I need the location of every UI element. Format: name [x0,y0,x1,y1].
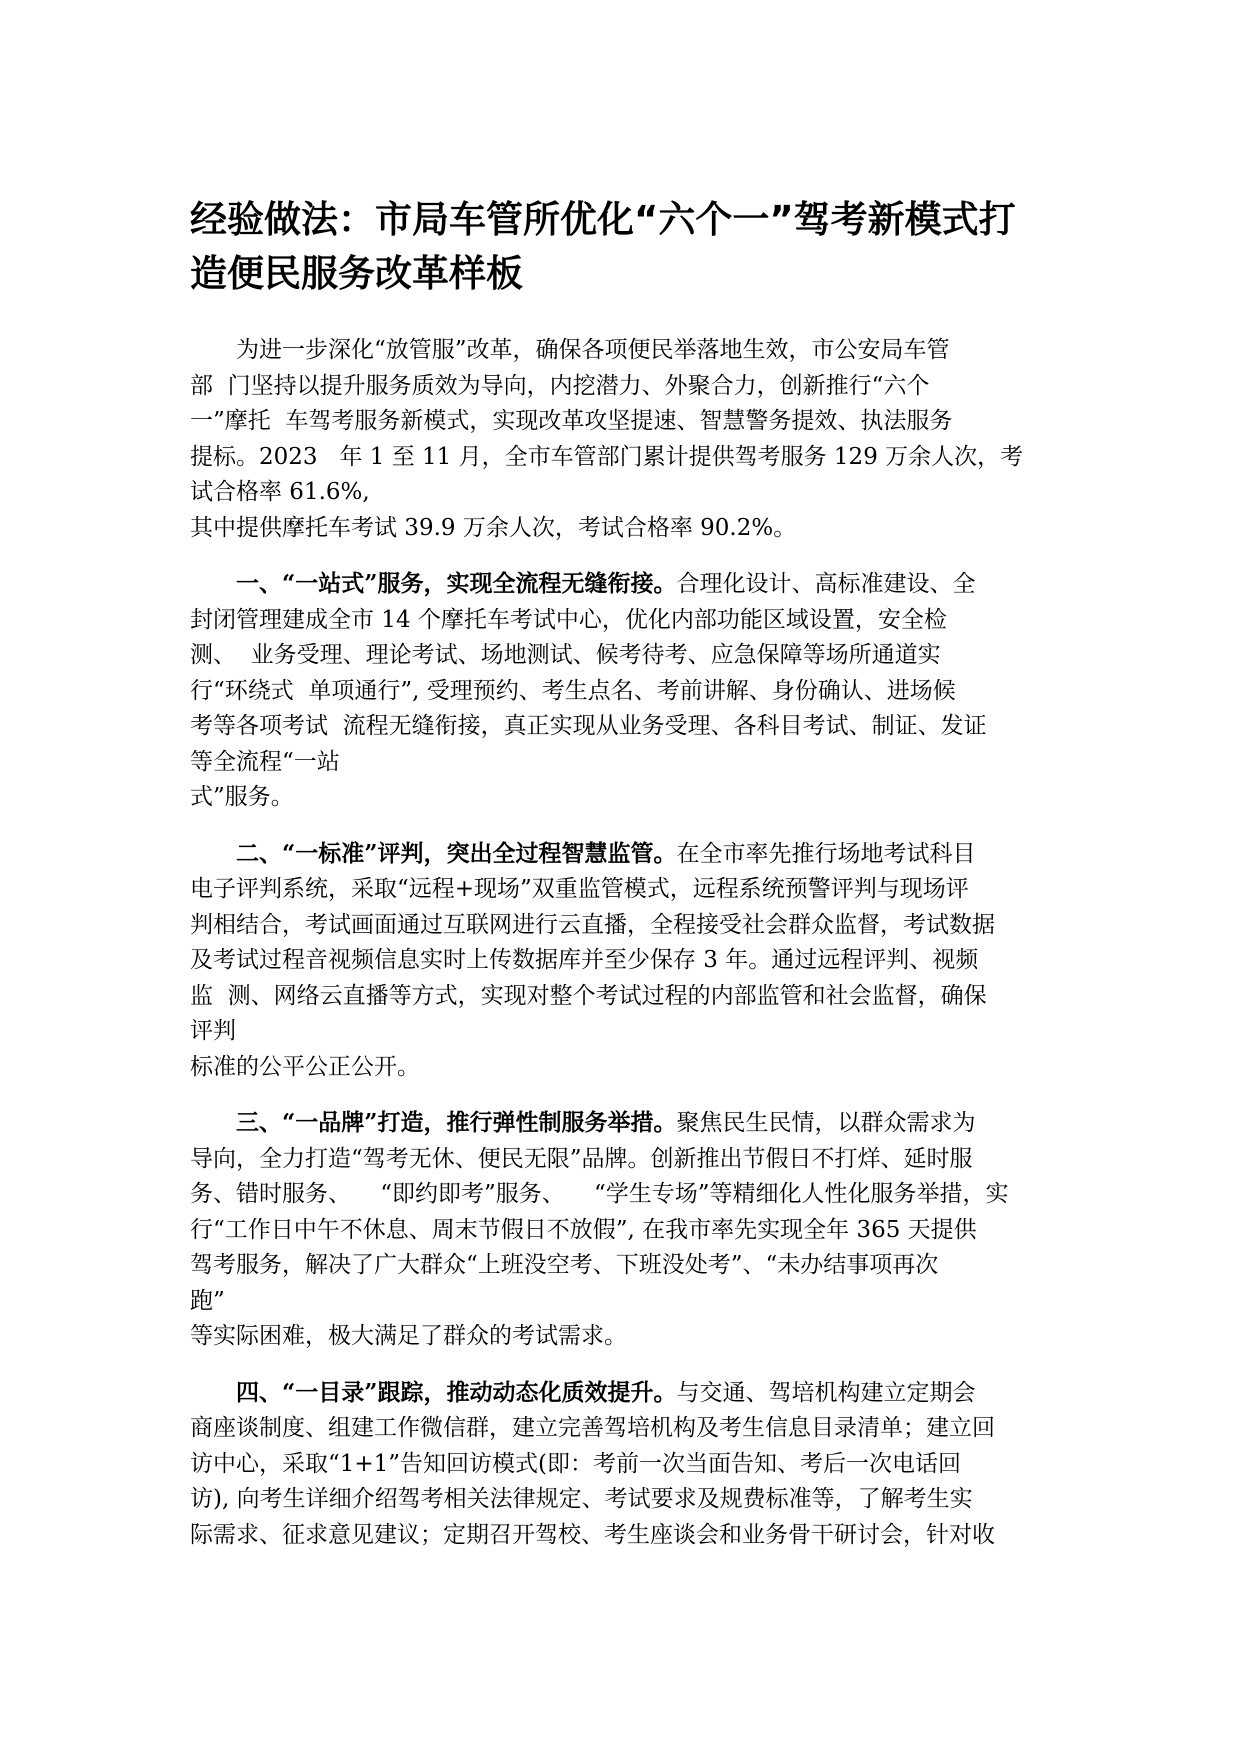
intro-line: 提标。2023 年 1 至 11 月，全市车管部门累计提供驾考服务 129 万余人次，考 [190,443,1024,470]
section-line: 封闭管理建成全市 14 个摩托车考试中心，优化内部功能区域设置，安全检 [190,606,947,633]
section-line: 驾考服务，解决了广大群众“上班没空考、下班没处考”、“未办结事项再次 [190,1252,939,1278]
section-line: 评判 [190,1018,236,1044]
section-heading: 四、“一目录”跟踪，推动动态化质效提升。 [236,1378,677,1406]
section-first-line [190,836,1060,873]
section-line: 测、 业务受理、理论考试、场地测试、候考待考、应急保障等场所通道实 [190,642,941,668]
section-line: 及考试过程音视频信息实时上传数据库并至少保存 3 年。通过远程评判、视频 [190,947,979,973]
section-text: 聚焦民生民情，以群众需求为 [676,1110,976,1136]
section-line: 标准的公平公正公开。 [190,1053,420,1080]
section-line: 访中心，采取“1+1”告知回访模式(即：考前一次当面告知、考后一次电话回 [190,1450,962,1477]
section-line: 判相结合，考试画面通过互联网进行云直播，全程接受社会群众监督，考试数据 [190,911,995,938]
section-line: 导向，全力打造“驾考无休、便民无限”品牌。创新推出节假日不打烊、延时服 [190,1145,973,1172]
section-text: 合理化设计、高标准建设、全 [676,571,976,597]
section-line: 跑” [190,1287,225,1314]
section-line: 行“环绕式 单项通行”, 受理预约、考生点名、考前讲解、身份确认、进场候 [190,677,956,704]
section-line: 电子评判系统，采取“远程+现场”双重监管模式，远程系统预警评判与现场评 [190,876,969,902]
section-heading: 二、“一标准”评判，突出全过程智慧监管。 [236,839,677,867]
section-line: 等实际困难，极大满足了群众的考试需求。 [190,1323,627,1349]
intro-line: 其中提供摩托车考试 39.9 万余人次，考试合格率 90.2%。 [190,514,797,541]
intro-line: 一”摩托 车驾考服务新模式，实现改革攻坚提速、智慧警务提效、执法服务 [190,408,953,434]
document-page [190,193,1060,1573]
section-first-line [190,566,1060,603]
intro-line: 部 门坚持以提升服务质效为导向，内挖潜力、外聚合力，创新推行“六个 [190,372,930,399]
section-line: 访), 向考生详细介绍驾考相关法律规定、考试要求及规费标准等，了解考生实 [190,1486,973,1512]
section-heading: 三、“一品牌”打造，推行弹性制服务举措。 [236,1109,677,1136]
section-text: 在全市率先推行场地考试科目 [676,840,976,867]
title-line-1: 经验做法：市局车管所优化“六个一”驾考新模式打 [190,198,1016,241]
document-title [190,193,1060,301]
section-line: 监 测、网络云直播等方式，实现对整个考试过程的内部监管和社会监督，确保 [190,982,987,1009]
section-first-line [190,1105,1060,1142]
title-line-2: 造便民服务改革样板 [190,252,523,295]
section-line: 行“工作日中午不休息、周末节假日不放假”, 在我市率先实现全年 365 天提供 [190,1216,977,1243]
section-one-catalog [190,1375,1060,1554]
section-first-line [190,1375,1060,1412]
intro-line: 试合格率 61.6%, [190,479,370,505]
section-text: 与交通、驾培机构建立定期会 [676,1379,976,1406]
section-one-stop-service [190,566,1060,816]
section-line: 商座谈制度、组建工作微信群，建立完善驾培机构及考生信息目录清单；建立回 [190,1415,995,1441]
section-line: 考等各项考试 流程无缝衔接，真正实现从业务受理、各科目考试、制证、发证 [190,713,987,739]
intro-line: 为进一步深化“放管服”改革，确保各项便民举落地生效，市公安局车管 [236,337,950,363]
section-line: 等全流程“一站 [190,748,340,775]
section-heading: 一、“一站式”服务，实现全流程无缝衔接。 [236,570,677,597]
section-one-standard [190,836,1060,1086]
section-one-brand [190,1105,1060,1355]
section-line: 际需求、征求意见建议；定期召开驾校、考生座谈会和业务骨干研讨会，针对收 [190,1521,995,1548]
section-line: 式”服务。 [190,784,294,810]
section-line: 务、错时服务、 “即约即考”服务、 “学生专场”等精细化人性化服务举措，实 [190,1181,1009,1207]
intro-paragraph [190,333,1060,546]
